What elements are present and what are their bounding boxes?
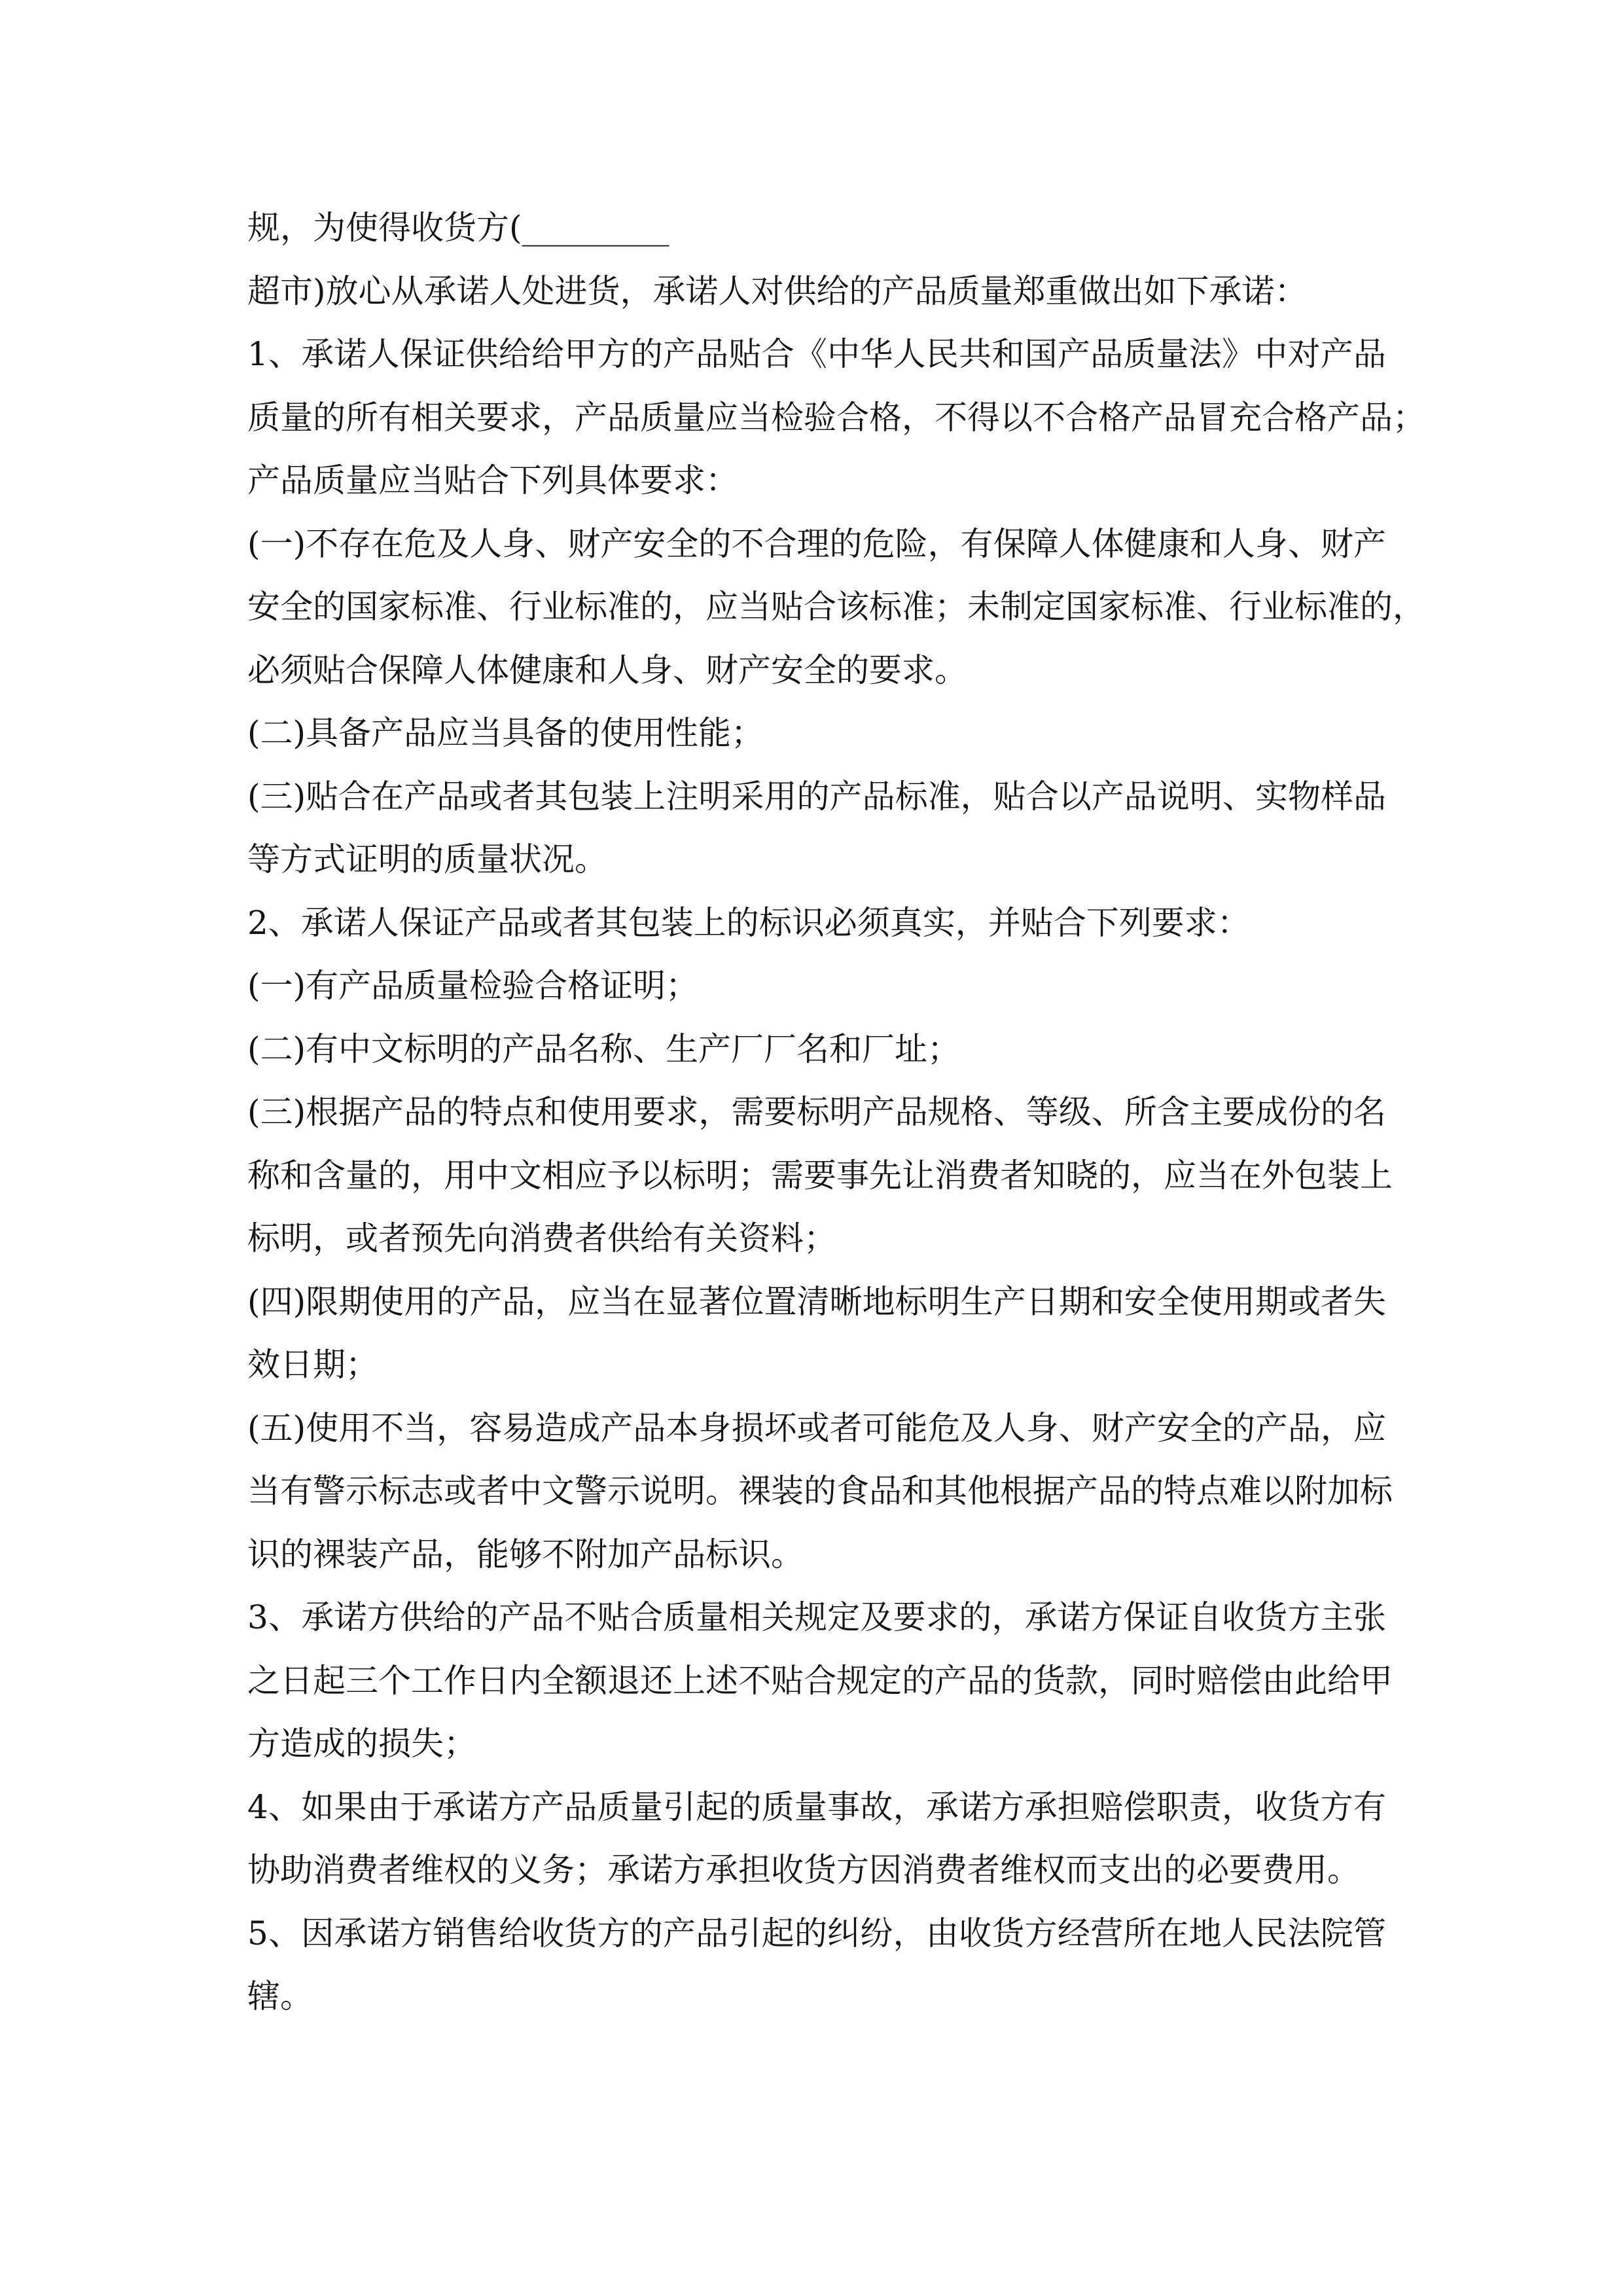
text-line: (三)根据产品的特点和使用要求，需要标明产品规格、等级、所含主要成份的名 bbox=[247, 1093, 1386, 1131]
text-line: 方造成的损失； bbox=[247, 1725, 476, 1763]
text-line: 当有警示标志或者中文警示说明。裸装的食品和其他根据产品的特点难以附加标 bbox=[247, 1472, 1393, 1510]
text-line: (一)有产品质量检验合格证明； bbox=[247, 967, 699, 1005]
text-line: 5、因承诺方销售给收货方的产品引起的纠纷，由收货方经营所在地人民法院管 bbox=[247, 1914, 1386, 1952]
text-line: 效日期； bbox=[247, 1346, 378, 1384]
text-line: (五)使用不当，容易造成产品本身损坏或者可能危及人身、财产安全的产品，应 bbox=[247, 1408, 1386, 1447]
text-line: 超市)放心从承诺人处进货，承诺人对供给的产品质量郑重做出如下承诺： bbox=[247, 272, 1308, 310]
text-line: 1、承诺人保证供给给甲方的产品贴合《中华人民共和国产品质量法》中对产品 bbox=[247, 335, 1386, 373]
text-line: 标明，或者预先向消费者供给有关资料； bbox=[247, 1219, 836, 1257]
text-line: 等方式证明的质量状况。 bbox=[247, 840, 607, 878]
text-line: 产品质量应当贴合下列具体要求： bbox=[247, 461, 738, 499]
text-line: (一)不存在危及人身、财产安全的不合理的危险，有保障人体健康和人身、财产 bbox=[247, 524, 1386, 563]
text-line: 3、承诺方供给的产品不贴合质量相关规定及要求的，承诺方保证自收货方主张 bbox=[247, 1598, 1386, 1636]
text-line: (三)贴合在产品或者其包装上注明采用的产品标准，贴合以产品说明、实物样品 bbox=[247, 777, 1386, 816]
text-line: 2、承诺人保证产品或者其包装上的标识必须真实，并贴合下列要求： bbox=[247, 903, 1250, 942]
document-body bbox=[247, 196, 1425, 2028]
text-line: 辖。 bbox=[247, 1977, 313, 2015]
text-line: 识的裸装产品，能够不附加产品标识。 bbox=[247, 1535, 804, 1573]
text-line: 4、如果由于承诺方产品质量引起的质量事故，承诺方承担赔偿职责，收货方有 bbox=[247, 1787, 1386, 1826]
text-line: 安全的国家标准、行业标准的，应当贴合该标准；未制定国家标准、行业标准的， bbox=[247, 588, 1425, 626]
text-line: (二)具备产品应当具备的使用性能； bbox=[247, 714, 764, 752]
text-line: (四)限期使用的产品，应当在显著位置清晰地标明生产日期和安全使用期或者失 bbox=[247, 1282, 1386, 1321]
text-line: 必须贴合保障人体健康和人身、财产安全的要求。 bbox=[247, 651, 967, 689]
text-line: 协助消费者维权的义务；承诺方承担收货方因消费者维权而支出的必要费用。 bbox=[247, 1851, 1360, 1889]
text-line: 之日起三个工作日内全额退还上述不贴合规定的产品的货款，同时赔偿由此给甲 bbox=[247, 1661, 1393, 1700]
text-line: (二)有中文标明的产品名称、生产厂厂名和厂址； bbox=[247, 1030, 961, 1068]
text-line: 质量的所有相关要求，产品质量应当检验合格，不得以不合格产品冒充合格产品； bbox=[247, 398, 1425, 437]
text-line: 称和含量的，用中文相应予以标明；需要事先让消费者知晓的，应当在外包装上 bbox=[247, 1156, 1393, 1194]
text-line: 规，为使得收货方(_________ bbox=[247, 209, 669, 247]
